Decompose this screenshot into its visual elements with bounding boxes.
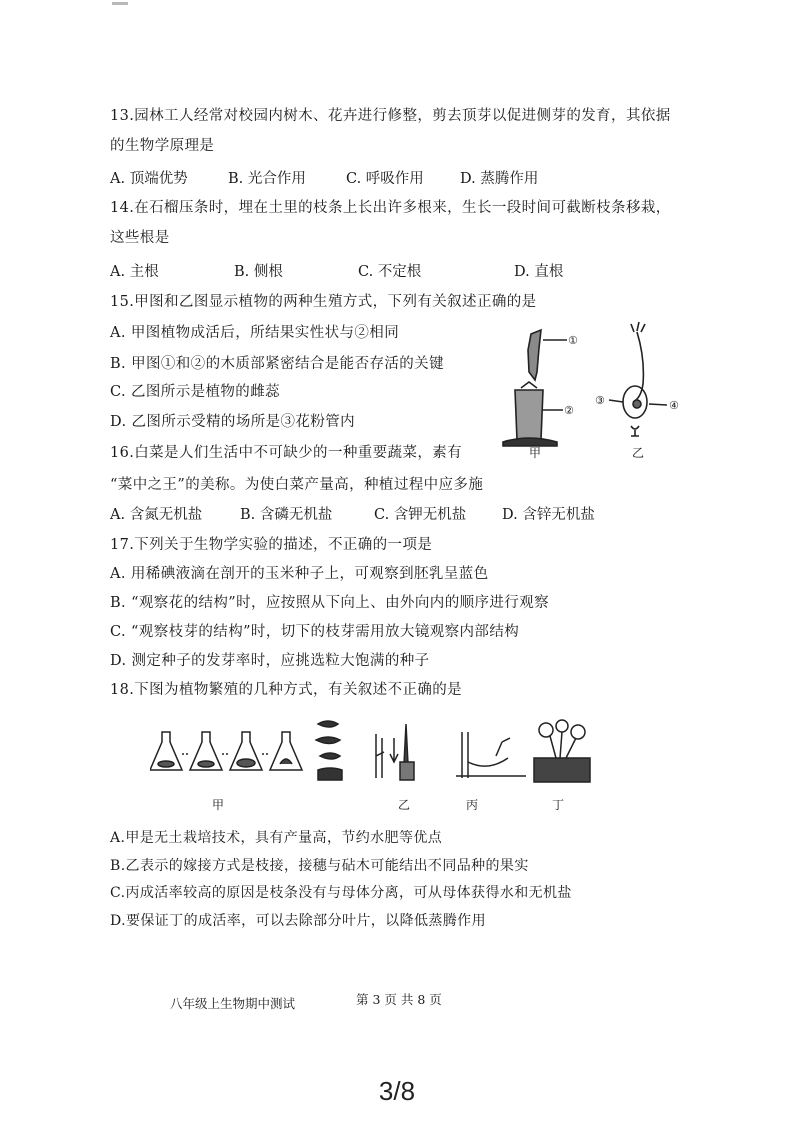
q14-line2: 这些根是	[110, 230, 170, 246]
layering-scene	[456, 732, 526, 778]
q16-line1: 16.白菜是人们生活中不可缺少的一种重要蔬菜，素有	[110, 445, 463, 461]
q14-line1: 14.在石榴压条时，埋在土里的枝条上长出许多根来，生长一段时间可截断枝条移栽，	[110, 200, 671, 216]
q15-option-c: C. 乙图所示是植物的雌蕊	[110, 384, 280, 400]
page-counter: 3/8	[378, 1076, 416, 1106]
q16-option-d: D. 含锌无机盐	[502, 507, 595, 523]
q15-figure	[495, 318, 695, 460]
marker-2: ②	[564, 404, 574, 417]
q18-figure-label-jia: 甲	[212, 798, 225, 812]
q17-option-d: D. 测定种子的发芽率时，应挑选粒大饱满的种子	[110, 653, 430, 669]
q15-figure-label-left: 甲	[529, 446, 542, 460]
footer-exam-name: 八年级上生物期中测试	[170, 996, 296, 1011]
q18-figure	[150, 718, 620, 786]
q14-option-b: B. 侧根	[234, 264, 283, 280]
seedling-plant	[316, 721, 342, 780]
q17-option-a: A. 用稀碘液滴在剖开的玉米种子上，可观察到胚乳呈蓝色	[110, 566, 489, 582]
q14-option-c: C. 不定根	[358, 264, 422, 280]
q18-figure-label-bing: 丙	[466, 798, 479, 812]
q13-option-a: A. 顶端优势	[110, 171, 188, 187]
grafting-scene	[376, 724, 414, 780]
q16-option-a: A. 含氮无机盐	[110, 507, 203, 523]
pollen-tube-path	[633, 332, 643, 402]
q16-line2: “菜中之王”的美称。为使白菜产量高，种植过程中应多施	[110, 477, 484, 493]
q18-option-c: C.丙成活率较高的原因是枝条没有与母体分离，可从母体获得水和无机盐	[110, 885, 572, 901]
marker-4: ④	[669, 399, 679, 412]
q17-option-c: C. “观察枝芽的结构”时，切下的枝芽需用放大镜观察内部结构	[110, 624, 520, 640]
q13-option-d: D. 蒸腾作用	[460, 171, 539, 187]
q13-line2: 的生物学原理是	[110, 138, 215, 154]
q13-option-c: C. 呼吸作用	[346, 171, 424, 187]
q17-option-b: B. “观察花的结构”时，应按照从下向上、由外向内的顺序进行观察	[110, 595, 549, 611]
marker-3: ③	[595, 394, 605, 407]
q14-option-d: D. 直根	[514, 264, 564, 280]
stock-shape	[515, 390, 543, 440]
q18-stem: 18.下图为植物繁殖的几种方式，有关叙述不正确的是	[110, 682, 463, 698]
stock-cleft	[521, 382, 537, 388]
q13-line1: 13.园林工人经常对校园内树木、花卉进行修整，剪去顶芽以促进侧芽的发育，其依据	[110, 108, 671, 124]
q18-option-d: D.要保证丁的成活率，可以去除部分叶片，以降低蒸腾作用	[110, 913, 486, 929]
tissue-culture-flasks	[150, 732, 302, 770]
marker-4-pointer	[649, 404, 667, 405]
q18-figure-label-yi: 乙	[398, 798, 411, 812]
receptacle-lines	[631, 426, 639, 436]
q18-figure-label-ding: 丁	[552, 798, 565, 812]
leaf-cutting-scene	[534, 720, 590, 782]
q16-option-c: C. 含钾无机盐	[374, 507, 467, 523]
ovule-shape	[633, 400, 641, 408]
q17-stem: 17.下列关于生物学实验的描述，不正确的一项是	[110, 537, 433, 553]
marker-3-pointer	[609, 400, 623, 402]
q13-option-b: B. 光合作用	[228, 171, 306, 187]
q15-option-b: B. 甲图①和②的木质部紧密结合是能否存活的关键	[110, 356, 444, 372]
footer-page-info: 第 3 页 共 8 页	[356, 992, 442, 1007]
q15-option-a: A. 甲图植物成活后，所结果实性状与②相同	[110, 325, 400, 341]
marker-1: ①	[568, 334, 578, 347]
grafting-diagram	[503, 322, 667, 446]
q14-option-a: A. 主根	[110, 264, 159, 280]
q18-option-b: B.乙表示的嫁接方式是枝接，接穗与砧木可能结出不同品种的果实	[110, 858, 529, 874]
scion-shape	[528, 330, 541, 380]
q16-option-b: B. 含磷无机盐	[240, 507, 333, 523]
stigma-lines	[631, 322, 645, 332]
q18-option-a: A.甲是无土栽培技术，具有产量高，节约水肥等优点	[110, 830, 443, 846]
q15-figure-label-right: 乙	[632, 446, 645, 460]
scan-mark	[112, 2, 128, 5]
q15-stem: 15.甲图和乙图显示植物的两种生殖方式，下列有关叙述正确的是	[110, 294, 537, 310]
q15-option-d: D. 乙图所示受精的场所是③花粉管内	[110, 414, 356, 430]
